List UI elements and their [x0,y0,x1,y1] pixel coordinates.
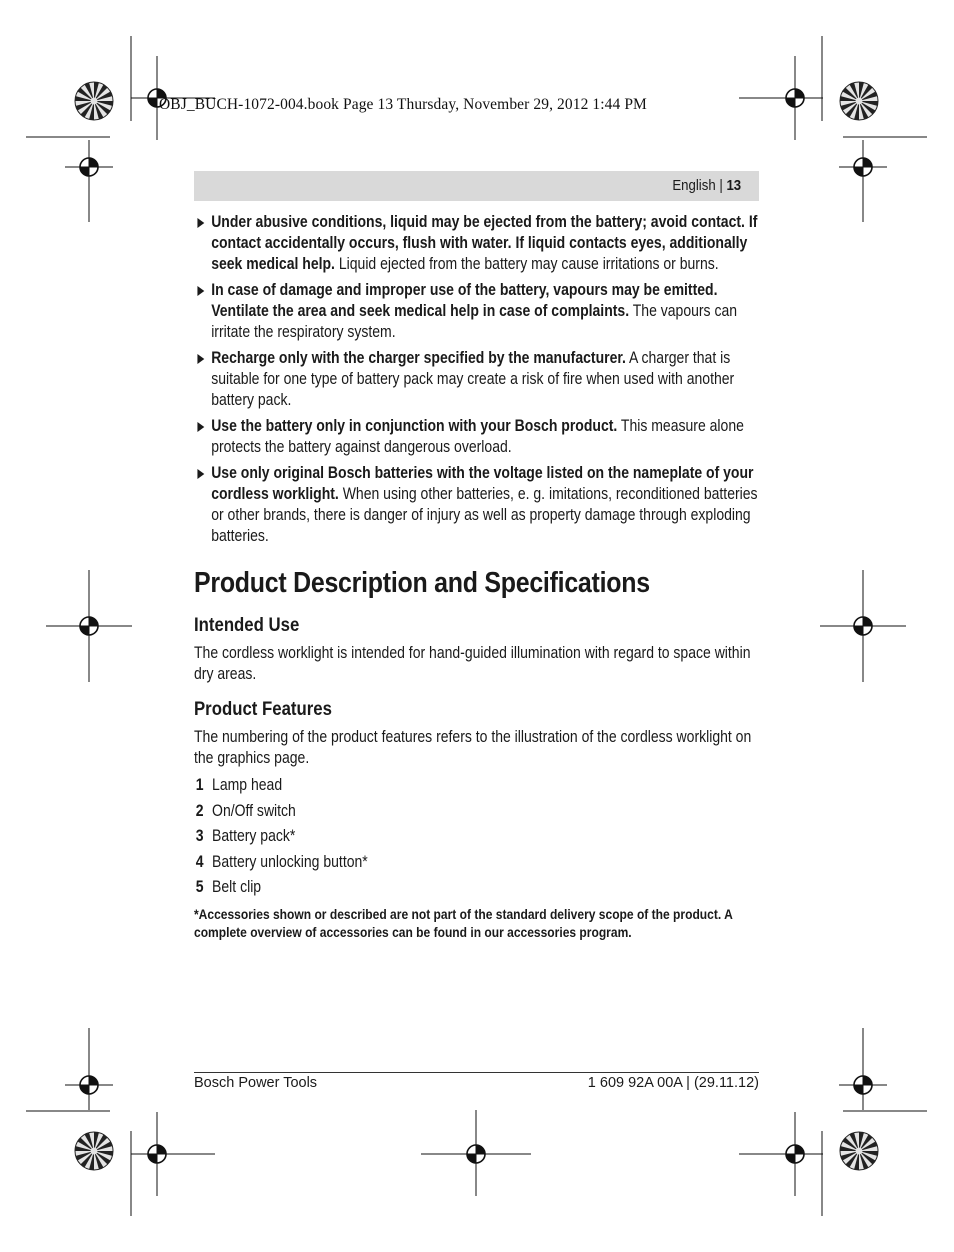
crosshair-quadrant [786,98,795,107]
crosshair-quadrant [467,1154,476,1163]
crosshair-quadrant [89,158,98,167]
feature-label: Belt clip [212,878,262,896]
safety-bullet [194,348,758,411]
bullet-triangle-icon [197,218,204,228]
feature-item [194,801,758,827]
crosshair-quadrant [80,167,89,176]
product-features-heading: Product Features [194,698,332,720]
feature-number: 5 [195,878,204,896]
crosshair-quadrant [148,98,157,107]
crosshair-quadrant [80,1085,89,1094]
crosshair-quadrant [854,1085,863,1094]
bullet-text: This measure alone protects the battery against dangerous overload. [211,417,744,456]
bullet-text: Liquid ejected from the battery may cause irritations or burns. [334,255,719,273]
crosshair-quadrant [80,626,89,635]
page-header-bar [194,171,759,201]
safety-bullet [194,416,758,458]
page-content [194,212,759,941]
header-separator: | [715,177,727,194]
intended-use-text: The cordless worklight is intended for hand-guided illumination with regard to space within dry areas. [194,644,751,683]
star-center [91,1148,98,1155]
feature-item [194,852,758,878]
bullet-triangle-icon [197,354,204,364]
feature-label: Battery pack* [212,827,296,845]
crosshair-quadrant [863,617,872,626]
feature-number: 2 [195,801,204,820]
section-title: Product Description and Specifications [194,567,650,599]
bullet-bold-text: Use the battery only in conjunction with your Bosch product. [211,417,618,435]
footer-code: 1 609 92A 00A | (29.11.12) [587,1075,759,1091]
crosshair-quadrant [854,626,863,635]
feature-number: 3 [195,827,204,845]
bullet-text: The vapours can irritate the respiratory system. [211,302,738,341]
feature-label: Lamp head [212,776,283,794]
bullet-bold-text: Under abusive conditions, liquid may be ejected from the battery; avoid contact. If contact accidentally occurs, flush with water. If liquid contacts eyes, additionally seek medical help. [211,213,758,273]
accessories-note: *Accessories shown or described are not part of the standard delivery scope of the product. A complete overview of accessories can be found in our accessories program. [194,905,733,940]
crosshair-quadrant [795,1145,804,1154]
crosshair-quadrant [476,1145,485,1154]
intended-use-heading: Intended Use [194,614,300,636]
bullet-bold-text: Use only original Bosch batteries with the voltage listed on the nameplate of your cordless worklight. [211,464,754,503]
bullet-triangle-icon [197,422,204,432]
crosshair-quadrant [89,617,98,626]
star-center [856,98,863,105]
feature-label: Battery unlocking button* [212,852,368,871]
crosshair-quadrant [786,1154,795,1163]
safety-bullet [194,212,758,275]
product-features-text: The numbering of the product features refers to the illustration of the cordless worklight on the graphics page. [194,728,752,767]
crosshair-quadrant [148,1154,157,1163]
feature-item [194,877,758,903]
bullet-text: When using other batteries, e. g. imitations, reconditioned batteries or other brands, there is danger of injury as well as property damage through exploding batteries. [211,485,758,545]
crosshair-quadrant [863,1076,872,1085]
footer-rule [194,1072,759,1073]
bullet-triangle-icon [197,286,204,296]
crosshair-quadrant [863,158,872,167]
header-language: English [672,177,716,194]
page-number: 13 [726,177,741,194]
bullet-triangle-icon [197,469,204,479]
bullet-bold-text: In case of damage and improper use of the battery, vapours may be emitted. Ventilate the area and seek medical help in case of complaints. [211,281,718,320]
feature-number: 1 [195,776,204,794]
crosshair-quadrant [157,1145,166,1154]
feature-label: On/Off switch [212,801,296,820]
content-column [194,212,758,941]
safety-bullet [194,463,758,547]
feature-item [194,775,758,801]
page-header-text [672,177,741,194]
feature-number: 4 [195,852,204,871]
star-center [856,1148,863,1155]
bullet-text: A charger that is suitable for one type of battery pack may create a risk of fire when used with another battery pack. [211,349,735,409]
feature-item [194,826,758,852]
crosshair-quadrant [795,89,804,98]
bullet-bold-text: Recharge only with the charger specified by the manufacturer. [211,349,626,367]
footer-brand: Bosch Power Tools [194,1075,318,1091]
print-slug-line: OBJ_BUCH-1072-004.book Page 13 Thursday, November 29, 2012 1:44 PM [159,96,647,113]
safety-bullet [194,280,758,343]
star-center [91,98,98,105]
crosshair-quadrant [854,167,863,176]
crosshair-quadrant [89,1076,98,1085]
